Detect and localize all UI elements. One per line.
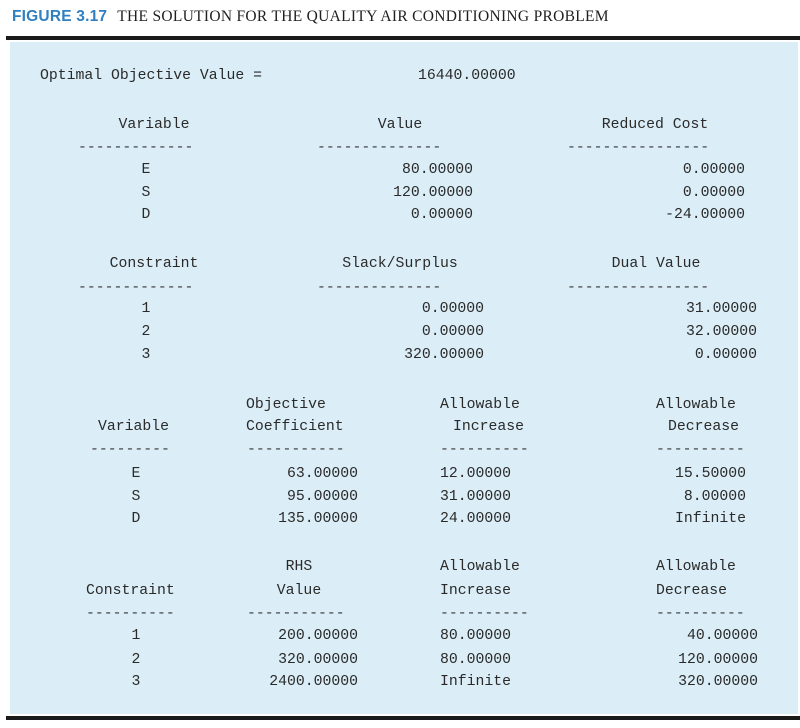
obj-row-e-dec: 15.50000 (674, 466, 746, 482)
rhs-header-allowable-inc: Allowable (440, 559, 520, 575)
rhs-header-decrease: Decrease (656, 583, 728, 599)
obj-dash-1: --------- (90, 442, 170, 458)
rhs-header-constraint: Constraint (86, 583, 175, 599)
var-row-d-name: D (141, 207, 151, 223)
figure-caption (12, 5, 609, 29)
rhs-row-2-id: 2 (131, 652, 141, 668)
var-row-e-value: 80.00000 (401, 162, 473, 178)
con-dash-2: -------------- (317, 280, 442, 296)
rhs-header-increase: Increase (440, 583, 512, 599)
rhs-dash-4: ---------- (656, 606, 745, 622)
obj-header-increase: Increase (453, 419, 525, 435)
obj-row-e-inc: 12.00000 (440, 466, 512, 482)
rhs-row-3-inc: Infinite (440, 674, 512, 690)
obj-row-d-inc: 24.00000 (440, 511, 512, 527)
obj-header-variable: Variable (98, 419, 170, 435)
rhs-row-2-dec: 120.00000 (678, 652, 758, 668)
rhs-row-3-dec: 320.00000 (678, 674, 758, 690)
var-row-d-value: 0.00000 (410, 207, 473, 223)
obj-row-s-dec: 8.00000 (683, 489, 746, 505)
con-dash-3: ---------------- (567, 280, 710, 296)
obj-row-s-inc: 31.00000 (440, 489, 512, 505)
var-row-e-name: E (141, 162, 151, 178)
rhs-row-3-value: 2400.00000 (269, 674, 358, 690)
var-dash-2: -------------- (317, 140, 442, 156)
obj-dash-2: ----------- (247, 442, 345, 458)
objective-label: Optimal Objective Value = (40, 68, 262, 84)
obj-dash-3: ---------- (440, 442, 529, 458)
con-row-1-slack: 0.00000 (421, 301, 484, 317)
rhs-row-1-id: 1 (131, 628, 141, 644)
con-row-2-dual: 32.00000 (685, 324, 757, 340)
var-header-reduced-cost: Reduced Cost (601, 117, 709, 133)
con-header-slack: Slack/Surplus (342, 256, 458, 272)
var-row-s-reduced-cost: 0.00000 (682, 185, 745, 201)
con-row-1-id: 1 (141, 301, 151, 317)
obj-row-s-name: S (131, 489, 141, 505)
var-row-d-reduced-cost: -24.00000 (665, 207, 745, 223)
con-row-3-dual: 0.00000 (694, 347, 757, 363)
var-row-s-name: S (141, 185, 151, 201)
var-header-value: Value (377, 117, 423, 133)
rhs-row-1-inc: 80.00000 (440, 628, 512, 644)
obj-header-decrease: Decrease (668, 419, 740, 435)
con-row-1-dual: 31.00000 (685, 301, 757, 317)
var-dash-3: ---------------- (567, 140, 710, 156)
obj-row-d-name: D (131, 511, 141, 527)
rhs-row-2-inc: 80.00000 (440, 652, 512, 668)
var-dash-1: ------------- (78, 140, 194, 156)
rhs-row-2-value: 320.00000 (278, 652, 358, 668)
obj-header-allowable-inc: Allowable (440, 397, 520, 413)
rhs-row-3-id: 3 (131, 674, 141, 690)
obj-row-d-coef: 135.00000 (278, 511, 358, 527)
con-row-2-id: 2 (141, 324, 151, 340)
obj-row-s-coef: 95.00000 (286, 489, 358, 505)
rhs-dash-1: ---------- (86, 606, 175, 622)
obj-header-objective: Objective (246, 397, 326, 413)
obj-row-e-coef: 63.00000 (286, 466, 358, 482)
obj-header-coefficient: Coefficient (246, 419, 344, 435)
figure-number: FIGURE 3.17 (12, 8, 108, 25)
con-header-constraint: Constraint (109, 256, 199, 272)
var-row-e-reduced-cost: 0.00000 (682, 162, 745, 178)
bottom-rule (6, 716, 800, 720)
objective-value: 16440.00000 (418, 68, 516, 84)
rhs-header-allowable-dec: Allowable (656, 559, 736, 575)
obj-row-e-name: E (131, 466, 141, 482)
rhs-header-rhs: RHS (285, 559, 313, 575)
obj-dash-4: ---------- (656, 442, 745, 458)
rhs-header-value: Value (276, 583, 322, 599)
var-header-variable: Variable (118, 117, 190, 133)
rhs-row-1-value: 200.00000 (278, 628, 358, 644)
con-row-3-slack: 320.00000 (404, 347, 484, 363)
con-header-dual: Dual Value (611, 256, 701, 272)
con-row-3-id: 3 (141, 347, 151, 363)
con-row-2-slack: 0.00000 (421, 324, 484, 340)
rhs-dash-3: ---------- (440, 606, 529, 622)
obj-row-d-dec: Infinite (674, 511, 746, 527)
figure-title: THE SOLUTION FOR THE QUALITY AIR CONDITIONING PROBLEM (117, 8, 609, 25)
rhs-dash-2: ----------- (247, 606, 345, 622)
top-rule (6, 36, 800, 40)
obj-header-allowable-dec: Allowable (656, 397, 736, 413)
var-row-s-value: 120.00000 (393, 185, 473, 201)
rhs-row-1-dec: 40.00000 (686, 628, 758, 644)
con-dash-1: ------------- (78, 280, 194, 296)
